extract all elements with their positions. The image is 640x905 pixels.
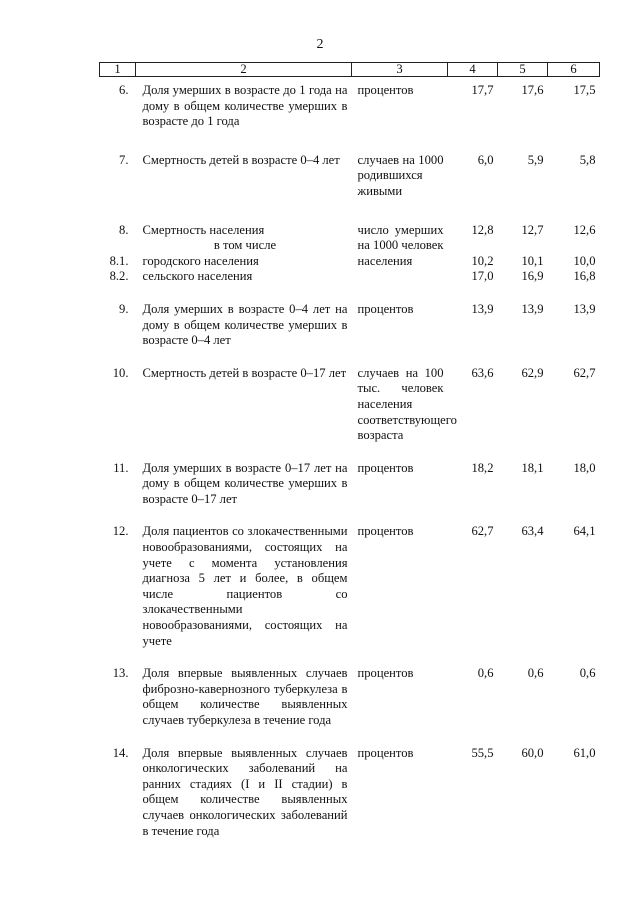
value-cell-v5: 63,4	[521, 524, 544, 539]
row-number: 13.	[112, 666, 129, 681]
column-header: 6	[548, 63, 600, 77]
value-cell-v6: 61,0	[573, 745, 596, 760]
table-row	[100, 729, 600, 840]
row-number: 11.	[113, 460, 129, 475]
row-number: 14.	[112, 745, 129, 760]
value-cell-v4: 6,0	[477, 152, 494, 167]
unit-cell: процентов	[357, 524, 414, 539]
value-cell-v5: 18,1	[521, 460, 544, 475]
unit-cell: процентов	[357, 301, 414, 316]
indicator-name: Смертность детей в возрасте 0–4 лет	[142, 152, 340, 167]
indicator-name: Доля впервые выявленных случаев фиброзно-кавернозного туберкулеза в общем количестве выявленных случаев туберкулеза в течение года	[142, 666, 348, 727]
value: 12,7	[521, 222, 544, 237]
value-cell-v4: 17,7	[471, 83, 494, 97]
value: 17,0	[471, 269, 494, 284]
value-cell-v4: 55,5	[471, 745, 494, 760]
value-cell-v4: 62,7	[471, 524, 494, 539]
indicator-name-cell	[136, 200, 352, 285]
value-cell-v4: 63,6	[471, 365, 494, 380]
unit-cell: случаев на 100 тыс. человек населения соответствующего возраста	[357, 365, 457, 443]
indicator-name: Доля умерших в возрасте 0–4 лет на дому в общем количестве умерших в возрасте 0–4 лет	[142, 301, 348, 348]
spacer	[448, 238, 494, 254]
indicator-name: в том числе	[213, 238, 277, 253]
column-header: 5	[498, 63, 548, 77]
value-cell-v6: 13,9	[573, 301, 596, 316]
table-row	[100, 285, 600, 349]
table-row	[100, 77, 600, 130]
value-cell-v5: 13,9	[521, 301, 544, 316]
value: 10,1	[521, 253, 544, 268]
unit-cell: процентов	[357, 666, 414, 681]
indicator-name: сельского населения	[142, 269, 253, 284]
value-cell-v4: 13,9	[471, 301, 494, 316]
unit-cell: процентов	[357, 83, 414, 97]
indicator-name: Доля пациентов со злокачественными новообразованиями, состоящих на учете с момента установления диагноза 5 лет и более, в общем числе пациентов со злокачественными новообразованиями, состоящих на учете	[142, 524, 348, 648]
value-cell-v6: 62,7	[573, 365, 596, 380]
value-cell-v6: 64,1	[573, 524, 596, 539]
spacer	[548, 238, 596, 254]
row-number: 10.	[112, 365, 129, 380]
column-header: 1	[100, 63, 136, 77]
page-number: 2	[316, 37, 324, 52]
table-row	[100, 200, 600, 285]
value-cell-v6: 0,6	[579, 666, 596, 681]
spacer	[100, 238, 129, 254]
column-header: 4	[448, 63, 498, 77]
table-row	[100, 349, 600, 444]
value-cell-v6: 17,5	[573, 83, 596, 97]
unit-cell: случаев на 1000 родившихся живыми	[357, 152, 444, 198]
value-cell-v6: 5,8	[579, 152, 596, 167]
indicator-name: Доля умерших в возрасте 0–17 лет на дому в общем количестве умерших в возрасте 0–17 лет	[142, 460, 348, 506]
value-cell-v5	[498, 200, 548, 285]
value: 16,9	[521, 269, 544, 284]
row-number: 8.1.	[109, 253, 129, 268]
unit-cell: число умерших на 1000 человек населения	[357, 222, 444, 268]
value: 12,6	[573, 222, 596, 237]
row-number: 12.	[112, 524, 129, 539]
column-header: 3	[352, 63, 448, 77]
spacer	[498, 238, 544, 254]
row-number: 6.	[119, 83, 129, 97]
value-cell-v5: 0,6	[527, 666, 544, 681]
unit-cell: процентов	[357, 745, 414, 760]
row-number: 7.	[119, 152, 129, 167]
value-cell-v4	[448, 200, 498, 285]
value-cell-v6	[548, 200, 600, 285]
header-row	[100, 63, 600, 77]
indicator-name: Смертность детей в возрасте 0–17 лет	[142, 365, 347, 380]
row-number: 8.2.	[109, 269, 129, 284]
value: 10,2	[471, 253, 494, 268]
indicator-name: городского населения	[142, 253, 259, 268]
value: 10,0	[573, 253, 596, 268]
table-row	[100, 130, 600, 200]
row-number: 8.	[119, 222, 129, 237]
value-cell-v4: 18,2	[471, 460, 494, 475]
indicator-name: Смертность населения	[142, 222, 265, 237]
table-row	[100, 649, 600, 728]
row-number: 9.	[119, 301, 129, 316]
indicator-name: Доля умерших в возрасте до 1 года на дому в общем количестве умерших в возрасте до 1 года	[142, 83, 348, 129]
row-number-cell	[100, 200, 136, 285]
value-cell-v4: 0,6	[477, 666, 494, 681]
value-cell-v5: 5,9	[527, 152, 544, 167]
value-cell-v6: 18,0	[573, 460, 596, 475]
indicator-name: Доля впервые выявленных случаев онкологических заболеваний на ранних стадиях (I и II стадии) в общем количестве выявленных случаев онкологических заболеваний в течение года	[142, 745, 348, 838]
value-cell-v5: 62,9	[521, 365, 544, 380]
column-header: 2	[136, 63, 352, 77]
value-cell-v5: 17,6	[521, 83, 544, 97]
indicators-table	[99, 62, 600, 839]
unit-cell: процентов	[357, 460, 414, 475]
value: 12,8	[471, 222, 494, 237]
table-row	[100, 444, 600, 508]
value: 16,8	[573, 269, 596, 284]
table-row	[100, 507, 600, 649]
value-cell-v5: 60,0	[521, 745, 544, 760]
